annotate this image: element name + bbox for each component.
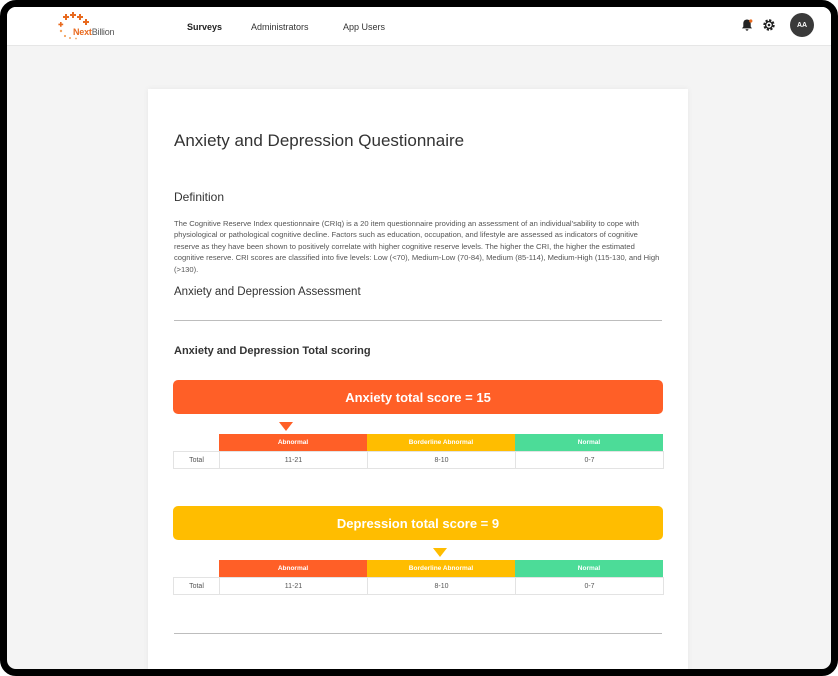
nav-surveys[interactable]: Surveys	[187, 22, 223, 32]
range-abnormal: 11-21	[220, 578, 368, 594]
anxiety-category-header	[219, 434, 663, 451]
depression-score-banner: Depression total score = 9	[173, 506, 663, 540]
anxiety-score-banner: Anxiety total score = 15	[173, 380, 663, 414]
depression-category-header	[219, 560, 663, 577]
category-borderline: Borderline Abnormal	[367, 560, 515, 577]
depression-score-marker-icon	[433, 548, 447, 557]
range-borderline: 8-10	[368, 578, 516, 594]
category-abnormal: Abnormal	[219, 560, 367, 577]
section-divider	[174, 633, 662, 634]
anxiety-score-marker-icon	[279, 422, 293, 431]
nav-app-users[interactable]: App Users	[343, 22, 386, 32]
anxiety-range-row	[173, 451, 664, 469]
row-label: Total	[174, 452, 220, 468]
row-label: Total	[174, 578, 220, 594]
range-normal: 0-7	[584, 582, 595, 590]
definition-heading: Definition	[174, 190, 225, 204]
category-borderline: Borderline Abnormal	[367, 434, 515, 451]
range-normal: 0-7	[584, 456, 595, 464]
top-bar	[7, 7, 831, 46]
category-normal: Normal	[515, 434, 663, 451]
page-title: Anxiety and Depression Questionnaire	[174, 131, 465, 150]
logo-text-rest: Billion	[91, 27, 115, 37]
category-abnormal: Abnormal	[219, 434, 367, 451]
gear-icon[interactable]	[762, 18, 776, 32]
logo-text	[73, 27, 114, 37]
total-scoring-heading: Anxiety and Depression Total scoring	[174, 345, 371, 357]
category-normal: Normal	[515, 560, 663, 577]
depression-range-row	[173, 577, 664, 595]
assessment-heading: Anxiety and Depression Assessment	[174, 286, 361, 298]
avatar[interactable]: AA	[790, 13, 814, 37]
range-borderline: 8-10	[368, 452, 516, 468]
nav-administrators[interactable]: Administrators	[251, 22, 309, 32]
logo[interactable]	[57, 10, 127, 42]
bell-icon[interactable]	[740, 18, 754, 32]
range-abnormal: 11-21	[220, 452, 368, 468]
questionnaire-card	[148, 89, 688, 676]
section-divider	[174, 320, 662, 321]
logo-text-bold: Next	[73, 27, 92, 37]
definition-text: The Cognitive Reserve Index questionnaire (CRIq) is a 20 item questionnaire providing an assessment of an individual'sability to cope with physiological or pathological cognitive decline. Factors such as education, occupation, and lifestyle are assessed as indicators of cognitive reserve as they have been shown to positively correlate with higher cognitive reserve levels. The higher the CRI, the higher the estimated cognitive reserve. CRI scores are classified into five levels: Low (<70), Medium-Low (70-84), Medium (85-114), Medium-High (115-130, and High (>130).	[174, 219, 660, 274]
